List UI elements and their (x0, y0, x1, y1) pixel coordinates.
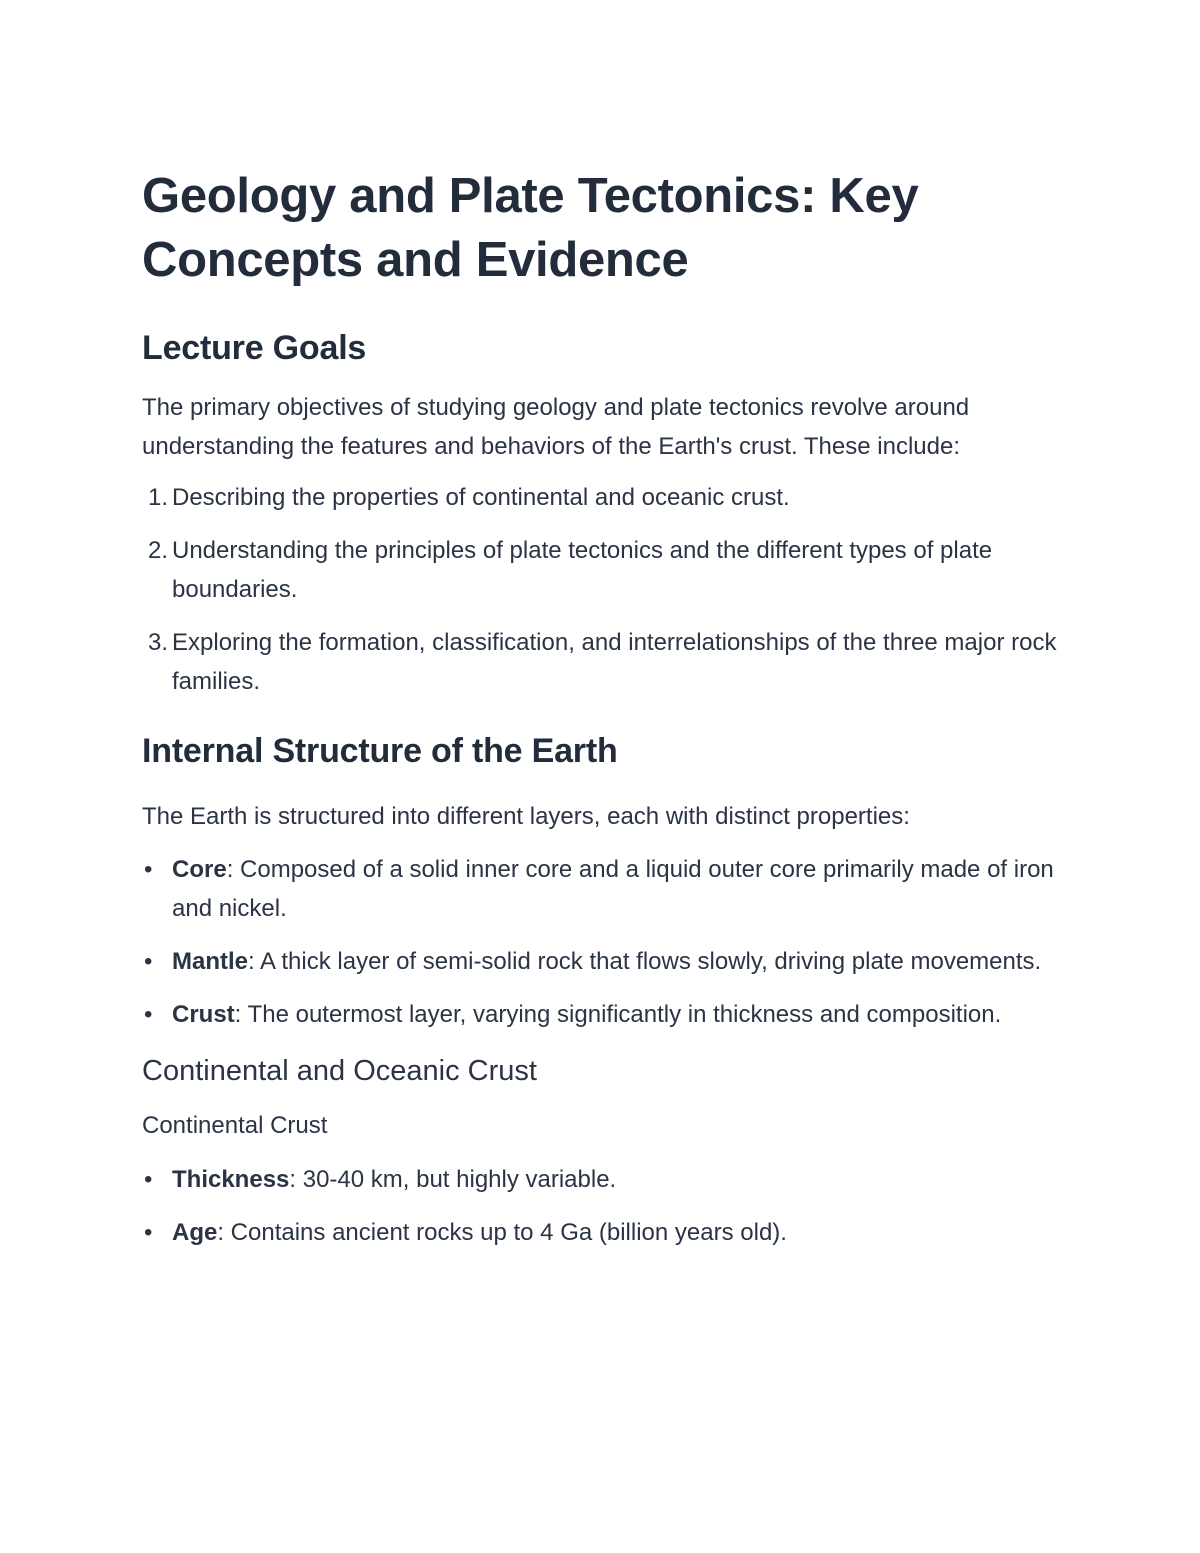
list-item (142, 850, 1072, 928)
list-item (142, 995, 1072, 1034)
term-description: : A thick layer of semi-solid rock that flows slowly, driving plate movements. (248, 948, 1042, 975)
term-description: : 30-40 km, but highly variable. (289, 1166, 617, 1193)
bullet-icon: • (144, 1219, 153, 1246)
term-label: Core (172, 856, 227, 883)
bullet-icon: • (144, 948, 153, 975)
list-item (142, 478, 1072, 517)
list-item (142, 531, 1072, 609)
list-number: 3. (147, 629, 168, 656)
term-label: Mantle (172, 948, 249, 975)
bullet-icon: • (144, 856, 153, 883)
list-item (142, 623, 1072, 701)
document-title: Geology and Plate Tectonics: Key Concepts and Evidence (142, 169, 919, 287)
term-label: Age (172, 1219, 218, 1246)
subsection-heading-crust: Continental and Oceanic Crust (142, 1055, 537, 1087)
list-item-text: Exploring the formation, classification, and interrelationships of the three major rock families. (172, 629, 1057, 695)
list-number: 1. (147, 484, 168, 511)
bullet-icon: • (144, 1166, 153, 1193)
list-number: 2. (147, 537, 168, 564)
term-description: : The outermost layer, varying significantly in thickness and composition. (234, 1001, 1002, 1028)
document-page (142, 158, 1072, 1252)
list-item-text: Describing the properties of continental and oceanic crust. (172, 484, 790, 511)
bullet-icon: • (144, 1001, 153, 1028)
lecture-goals-intro: The primary objectives of studying geology and plate tectonics revolve around understanding the features and behaviors of the Earth's crust. These include: (142, 394, 970, 460)
term-description: : Contains ancient rocks up to 4 Ga (billion years old). (217, 1219, 787, 1246)
list-item (142, 942, 1072, 981)
section-heading-lecture-goals: Lecture Goals (142, 329, 367, 367)
internal-structure-intro: The Earth is structured into different layers, each with distinct properties: (142, 803, 910, 830)
subsection-heading-continental-crust: Continental Crust (142, 1112, 328, 1139)
earth-layers-list (142, 850, 1072, 1034)
lecture-goals-list (142, 478, 1072, 701)
list-item (142, 1160, 1072, 1199)
term-label: Thickness (172, 1166, 290, 1193)
continental-crust-list (142, 1160, 1072, 1252)
list-item (142, 1213, 1072, 1252)
section-heading-internal-structure: Internal Structure of the Earth (142, 732, 618, 770)
term-label: Crust (172, 1001, 235, 1028)
term-description: : Composed of a solid inner core and a liquid outer core primarily made of iron and nickel. (172, 856, 1054, 922)
list-item-text: Understanding the principles of plate tectonics and the different types of plate boundaries. (172, 537, 993, 603)
